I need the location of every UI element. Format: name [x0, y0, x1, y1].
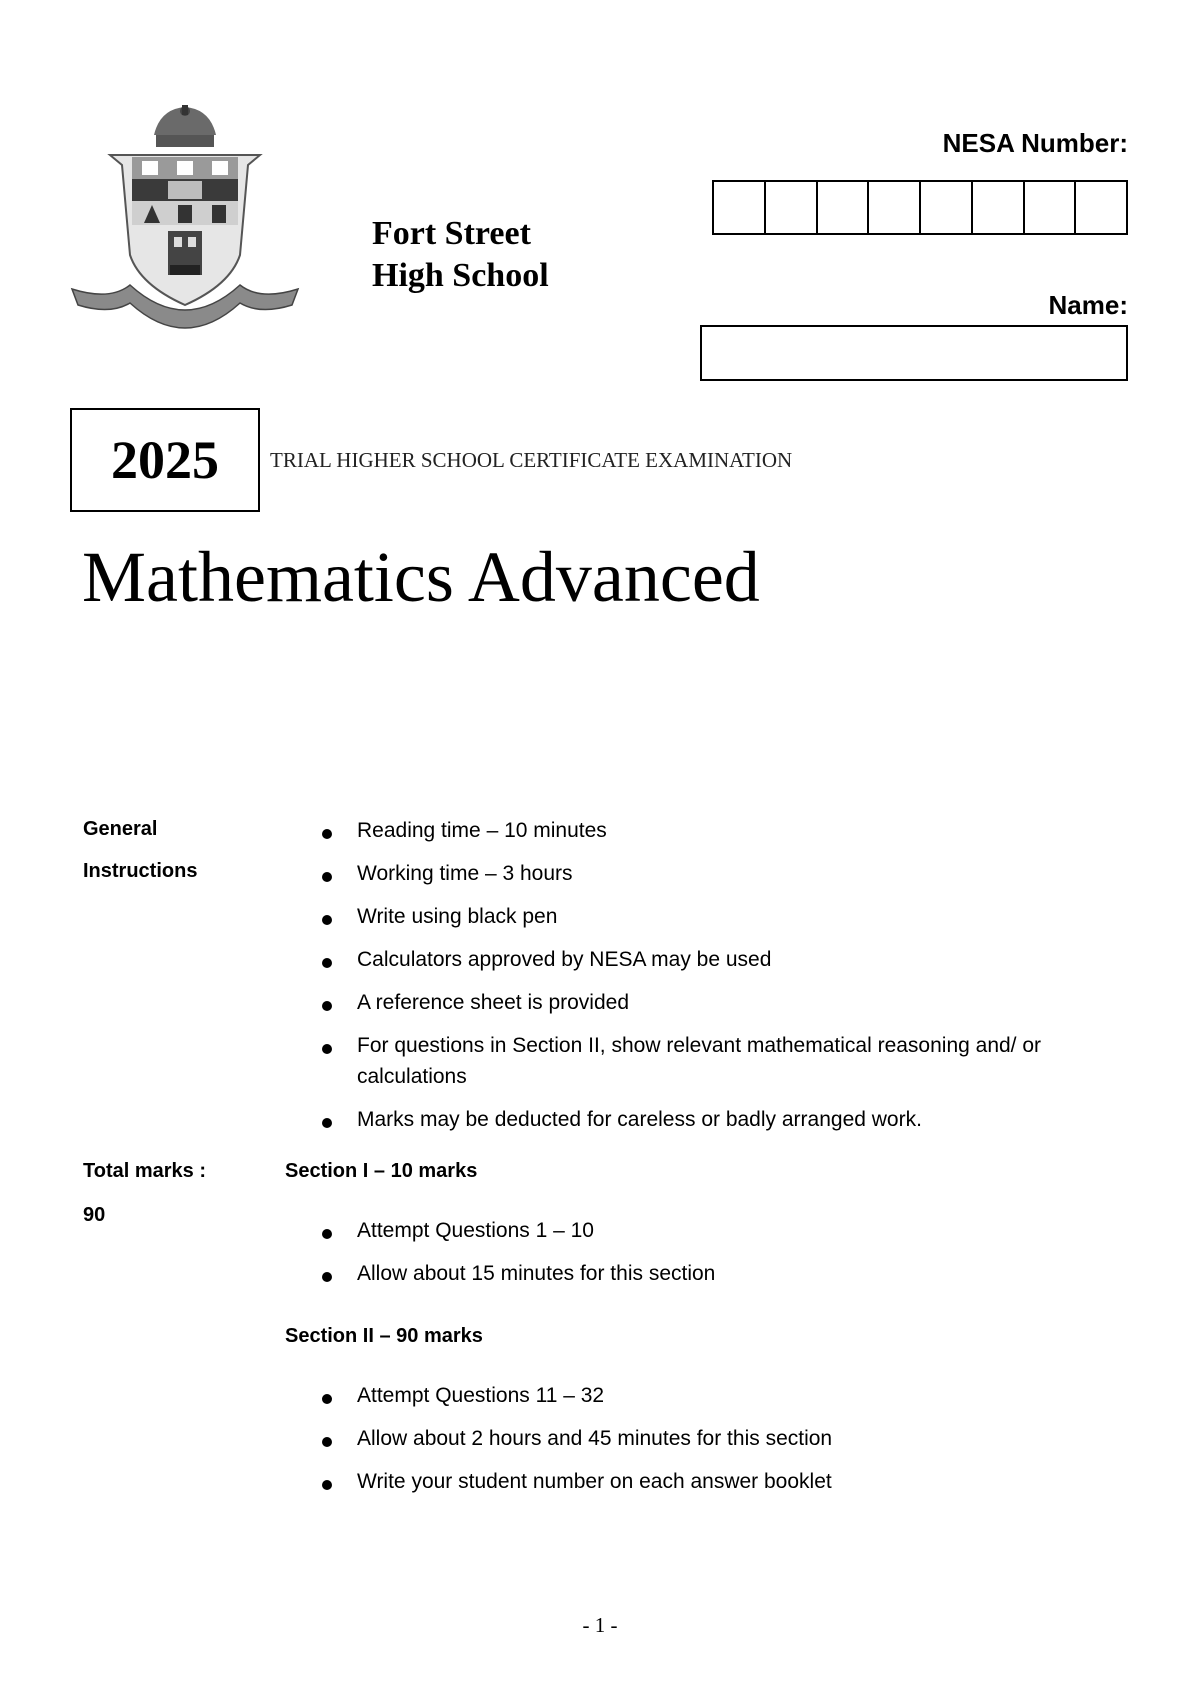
- name-field[interactable]: [700, 325, 1128, 381]
- bullet-icon: [322, 872, 332, 882]
- page-number: - 1 -: [582, 1613, 618, 1637]
- bullet-icon: [322, 1229, 332, 1239]
- subject-title: Mathematics Advanced: [82, 537, 760, 617]
- shield-icon: [110, 155, 260, 305]
- school-name-line1: Fort Street: [372, 215, 531, 252]
- bullet-icon: [322, 1044, 332, 1054]
- nesa-digit-box[interactable]: [869, 182, 921, 233]
- nesa-digit-box[interactable]: [973, 182, 1025, 233]
- nesa-digit-box[interactable]: [714, 182, 766, 233]
- nesa-digit-box[interactable]: [766, 182, 818, 233]
- school-name-line2: High School: [372, 257, 549, 294]
- section2-item: Attempt Questions 11 – 32: [357, 1384, 605, 1407]
- instruction-item: Write using black pen: [357, 905, 558, 928]
- nesa-digit-box[interactable]: [921, 182, 973, 233]
- name-label: Name:: [1048, 290, 1128, 320]
- instruction-item: For questions in Section II, show relevant mathematical reasoning and/ or: [357, 1034, 1042, 1057]
- nesa-digit-box[interactable]: [818, 182, 870, 233]
- school-crest-icon: [70, 105, 300, 345]
- general-instructions-label-line2: Instructions: [83, 860, 198, 882]
- bullet-icon: [322, 829, 332, 839]
- instruction-item: Reading time – 10 minutes: [357, 819, 607, 842]
- bullet-icon: [322, 1394, 332, 1404]
- exam-type: TRIAL HIGHER SCHOOL CERTIFICATE EXAMINATION: [270, 448, 793, 472]
- total-marks-value: 90: [83, 1204, 106, 1226]
- instruction-item-continued: calculations: [357, 1065, 467, 1088]
- general-instructions-label-line1: General: [83, 818, 158, 840]
- school-name: [372, 213, 549, 297]
- crown-icon: [154, 105, 216, 147]
- bullet-icon: [322, 915, 332, 925]
- instruction-item: A reference sheet is provided: [357, 991, 629, 1014]
- exam-year: 2025: [70, 408, 260, 512]
- nesa-number-label: NESA Number:: [942, 128, 1128, 158]
- nesa-digit-box[interactable]: [1025, 182, 1077, 233]
- bullet-icon: [322, 1001, 332, 1011]
- bullet-icon: [322, 1437, 332, 1447]
- bullet-icon: [322, 1272, 332, 1282]
- nesa-digit-box[interactable]: [1076, 182, 1126, 233]
- bullet-icon: [322, 1480, 332, 1490]
- instruction-item: Calculators approved by NESA may be used: [357, 948, 772, 971]
- section1-item: Allow about 15 minutes for this section: [357, 1262, 716, 1285]
- section2-item: Write your student number on each answer booklet: [357, 1470, 832, 1493]
- bullet-icon: [322, 958, 332, 968]
- instruction-item: Marks may be deducted for careless or badly arranged work.: [357, 1108, 922, 1131]
- nesa-number-field[interactable]: [712, 180, 1128, 235]
- section2-heading: Section II – 90 marks: [285, 1325, 483, 1347]
- bullet-icon: [322, 1118, 332, 1128]
- section1-heading: Section I – 10 marks: [285, 1160, 478, 1182]
- section1-item: Attempt Questions 1 – 10: [357, 1219, 594, 1242]
- section2-item: Allow about 2 hours and 45 minutes for this section: [357, 1427, 833, 1450]
- instruction-item: Working time – 3 hours: [357, 862, 573, 885]
- total-marks-label: Total marks :: [83, 1160, 206, 1182]
